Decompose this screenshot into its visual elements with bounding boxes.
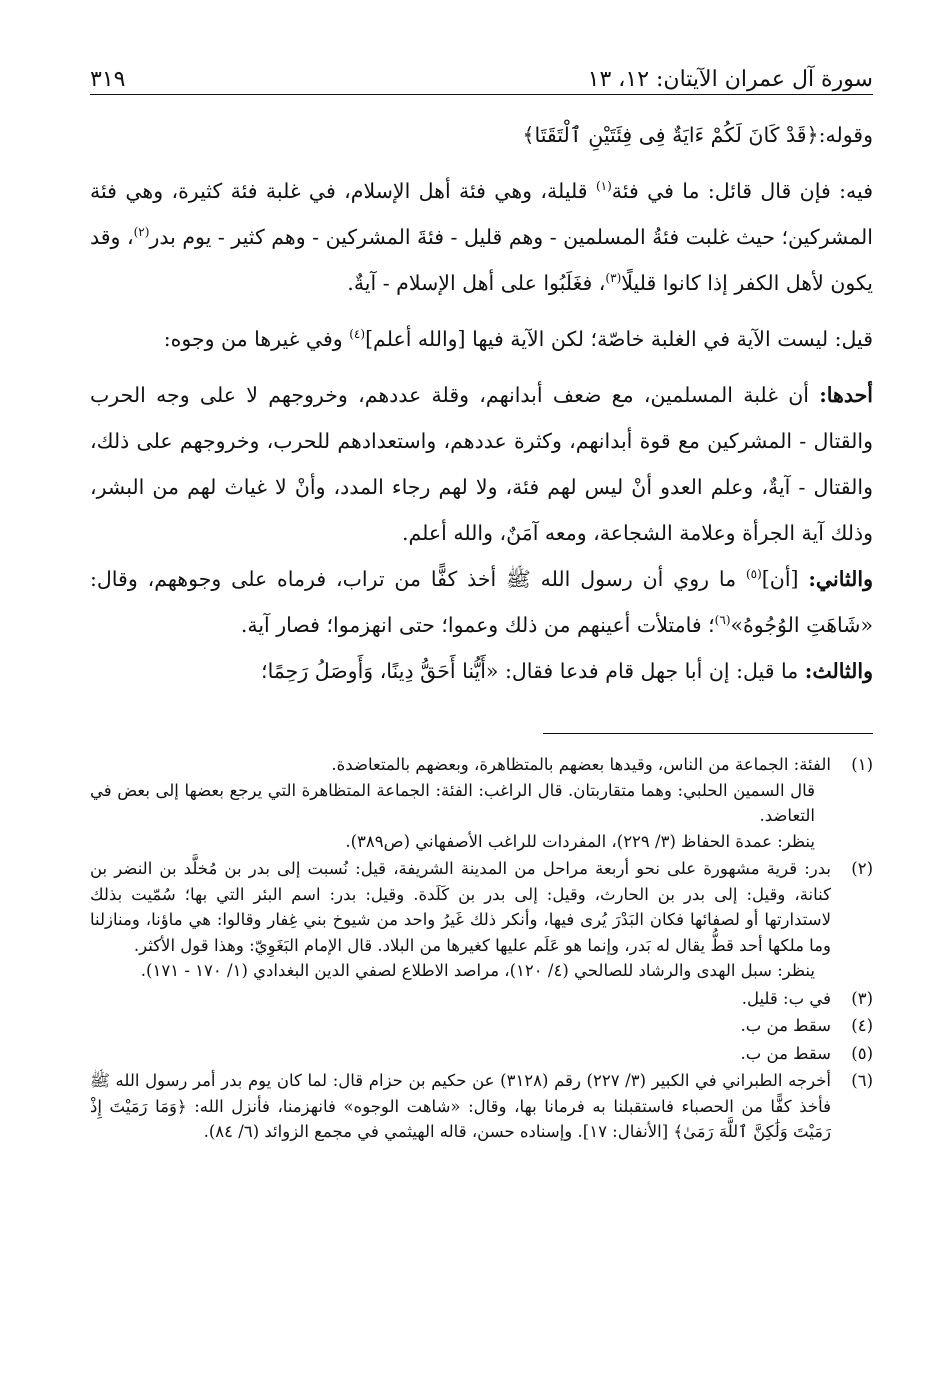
footnote-line: في ب: قليل.	[741, 988, 831, 1008]
footnote	[90, 986, 873, 1012]
footnote-ref-6[interactable]: (٦)	[714, 613, 731, 628]
text-run: ، وقد يكون لأهل الكفر إذا كانوا قليلًا	[90, 225, 873, 295]
text-run: ؛ فامتلأت أعينهم من ذلك وعموا؛ حتى انهزموا؛ فصار آية.	[240, 613, 715, 637]
footnote-number: (٢)	[851, 859, 873, 878]
footnote	[90, 1068, 873, 1145]
footnote-ref-4[interactable]: (٤)	[349, 327, 366, 342]
footnote-number: (٦)	[851, 1071, 873, 1090]
footnote	[90, 1013, 873, 1039]
text-run: ما قيل: إن أبا جهل قام فدعا فقال: «أَيُّنا أَحَقُّ دِينًا، وَأَوصَلُ رَحِمًا؛	[261, 659, 805, 683]
point-label: أحدها:	[819, 383, 873, 407]
quran-verse: ﴿قَدْ كَانَ لَكُمْ ءَايَةٌ فِى فِئَتَيْنِ ٱلْتَقَتَا﴾	[522, 123, 819, 147]
text-run: ما روي أن رسول الله ﷺ أخذ كفًّا من تراب، فرماه على وجوههم، وقال: «شَاهَتِ الوُجُوهُ»	[90, 567, 873, 637]
text-run: [أن]	[761, 567, 809, 591]
footnote-ref-5[interactable]: (٥)	[745, 567, 762, 582]
paragraph-third	[90, 648, 873, 694]
footnote-line: سقط من ب.	[740, 1043, 831, 1063]
footnote-line: الفئة: الجماعة من الناس، وقيدها بعضهم بالمتظاهرة، وبعضهم بالمتعاضدة.	[331, 755, 831, 774]
footnotes	[90, 752, 873, 1145]
paragraph-question	[90, 168, 873, 306]
footnote-number: (١)	[851, 755, 873, 774]
footnote-line: قال السمين الحلبي: وهما متقاربتان. قال الراغب: الفئة: الجماعة المتظاهرة التي يرجع بعضها إلى بعض في التعاضد.	[90, 780, 815, 825]
text-run: قيل: ليست الآية في الغلبة خاصّة؛ لكن الآية فيها [والله أعلم]	[365, 327, 873, 351]
point-label: والثالث:	[804, 659, 873, 683]
main-text	[90, 112, 873, 694]
paragraph-verse	[90, 112, 873, 158]
footnote-ref-1[interactable]: (١)	[595, 179, 612, 194]
point-label: والثاني:	[808, 567, 873, 591]
footnote-ref-2[interactable]: (٢)	[133, 225, 150, 240]
paragraph-first	[90, 372, 873, 556]
text-run: ، فغَلَبُوا على أهل الإسلام - آيةٌ.	[347, 271, 606, 295]
header-title: سورة آل عمران الآيتان: ١٢، ١٣	[587, 67, 873, 92]
verse-intro: وقوله:	[818, 123, 873, 147]
footnote-line: بدر: قرية مشهورة على نحو أربعة مراحل من المدينة الشريفة، قيل: نُسبت إلى بدر بن مُخلَّد بن النضر بن كنانة، وقيل: إلى بدر بن الحارث، وقيل: إلى بدر بن كَلَدة. وقيل: بدر: اسم البئر التي بها؛ سُمّيت بذلك لاستدارتها أو لصفائها فكان البَدْرَ يُرى فيها، وأنكر ذلك غَيرُ واحد من شيوخ بني غِفار وقالوا: هي ماؤنا، ومنازلنا وما ملكها أحد قطُّ يقال له بَدر، وإنما هو عَلَم عليها كغيرها من البلاد. قال الإمام البَغَوِيّ: وهذا قول الأكثر.	[90, 859, 831, 955]
footnote-line: ينظر: سبل الهدى والرشاد للصالحي (٤/ ١٢٠)، مراصد الاطلاع لصفي الدين البغدادي (١/ ١٧٠ - ١٧١).	[140, 961, 815, 980]
footnote	[90, 856, 873, 984]
running-header	[90, 50, 873, 95]
text-run: قليلة، وهي فئة أهل الإسلام، في غلبة فئة كثيرة، وهي فئة المشركين؛ حيث غلبت فئةُ المسلمين - وهم قليل - فئةَ المشركين - وهم كثير - يوم بدر	[90, 179, 874, 249]
footnote-line: أخرجه الطبراني في الكبير (٣/ ٢٢٧) رقم (٣١٢٨) عن حكيم بن حزام قال: لما كان يوم بدر أمر رسول الله ﷺ فأخذ كفًّا من الحصباء فاستقبلنا به فرمانا بها، وقال: «شاهت الوجوه» فانهزمنا، فأنزل الله: ﴿وَمَا رَمَيْتَ إِذْ رَمَيْتَ وَلَٰكِنَّ ٱللَّهَ رَمَىٰ﴾ [الأنفال: ١٧]. وإسناده حسن، قاله الهيثمي في مجمع الزوائد (٦/ ٨٤).	[90, 1071, 831, 1141]
text-run: فيه: فإن قال قائل: ما في فئة	[611, 179, 874, 203]
footnote-ref-3[interactable]: (٣)	[605, 271, 622, 286]
paragraph-second	[90, 556, 873, 648]
footnote-line: سقط من ب.	[740, 1016, 831, 1035]
footnote-number: (٤)	[851, 1016, 873, 1035]
page-number: ٣١٩	[90, 67, 126, 92]
footnote	[90, 1041, 873, 1067]
footnote-separator	[543, 733, 873, 734]
footnote-number: (٣)	[851, 988, 873, 1008]
footnote	[90, 752, 873, 854]
paragraph-answer	[90, 316, 873, 362]
footnote-number: (٥)	[851, 1043, 873, 1063]
footnote-line: ينظر: عمدة الحفاظ (٣/ ٢٢٩)، المفردات للراغب الأصفهاني (ص٣٨٩).	[345, 831, 815, 851]
text-run: وفي غيرها من وجوه:	[163, 327, 350, 351]
text-run: أن غلبة المسلمين، مع ضعف أبدانهم، وقلة عددهم، وخروجهم لا على وجه الحرب والقتال - المشركين مع قوة أبدانهم، وكثرة عددهم، واستعدادهم للحرب، وخروجهم على ذلك، والقتال - آيةٌ، وعلم العدو أنْ ليس لهم فئة، ولا لهم رجاء المدد، وأنْ لا غياث لهم من البشر، وذلك آية الجرأة وعلامة الشجاعة، ومعه آمَنٌ، والله أعلم.	[90, 383, 873, 545]
